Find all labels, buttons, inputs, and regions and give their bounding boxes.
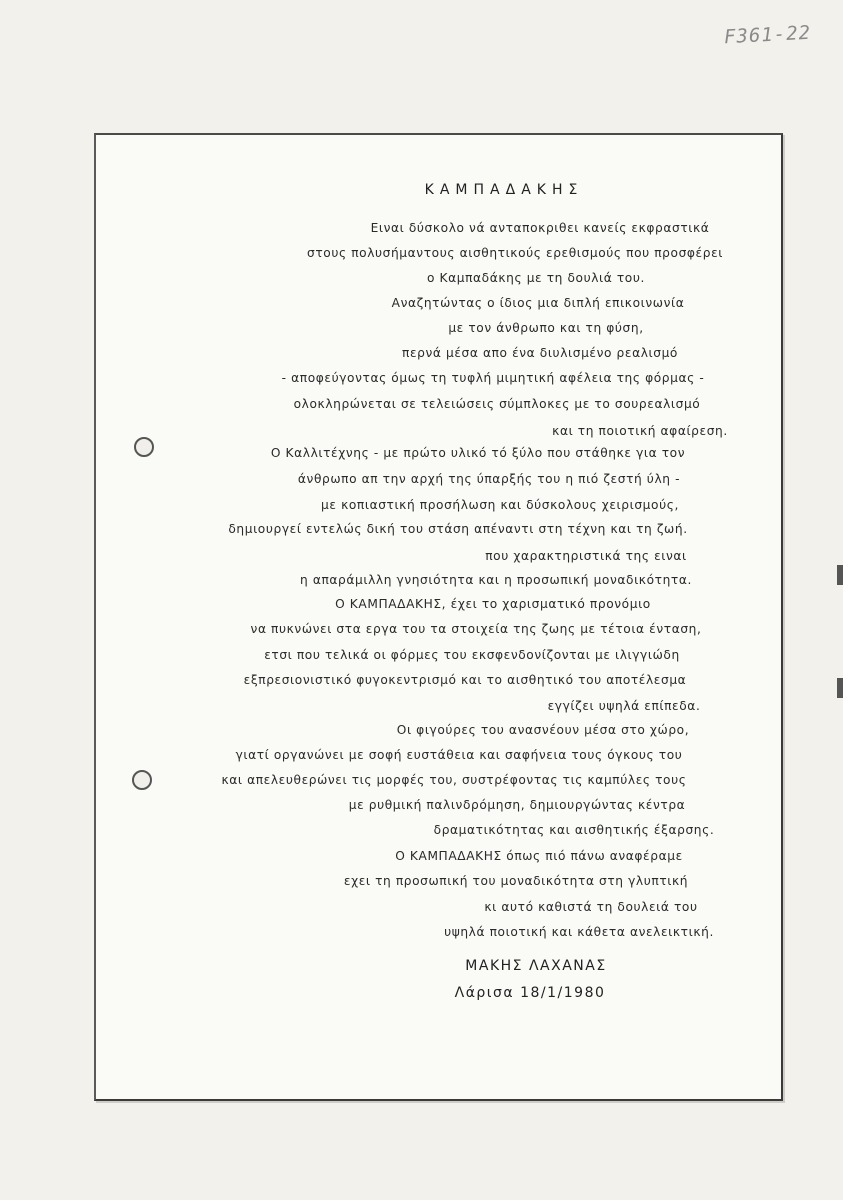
text-line: εχει τη προσωπική του μοναδικότητα στη γλυπτική <box>343 874 689 888</box>
text-line: περνά μέσα απο ένα διυλισμένο ρεαλισμό <box>402 346 678 360</box>
text-line: δραματικότητας και αισθητικής έξαρσης. <box>433 823 715 837</box>
text-line: που χαρακτηριστικά της ειναι <box>485 549 687 563</box>
text-line: Ο ΚΑΜΠΑΔΑΚΗΣ, έχει το χαρισματικό προνόμιο <box>335 597 651 611</box>
text-line: εξπρεσιονιστικό φυγοκεντρισμό και το αισθητικό του αποτέλεσμα <box>243 673 687 687</box>
text-line: Ειναι δύσκολο νά ανταποκριθει κανείς εκφραστικά <box>370 221 710 235</box>
text-line: στους πολυσήμαντους αισθητικούς ερεθισμούς που προσφέρει <box>307 246 723 260</box>
signature-name: ΜΑΚΗΣ ΛΑΧΑΝΑΣ <box>465 958 607 974</box>
text-line: υψηλά ποιοτική και κάθετα ανελεικτική. <box>444 925 714 939</box>
text-line: - αποφεύγοντας όμως τη τυφλή μιμητική αφέλεια της φόρμας - <box>281 371 705 385</box>
text-line: Αναζητώντας ο ίδιος μια διπλή επικοινωνία <box>391 296 685 310</box>
signature-place-date: Λάρισα 18/1/1980 <box>454 985 606 1001</box>
text-line: κι αυτό καθιστά τη δουλειά του <box>484 900 698 914</box>
text-line: Ο Καλλιτέχνης - με πρώτο υλικό τό ξύλο που στάθηκε για τον <box>270 446 686 460</box>
punch-hole-top <box>134 437 154 457</box>
text-line: και τη ποιοτική αφαίρεση. <box>552 424 728 438</box>
edge-mark <box>837 565 843 585</box>
punch-hole-bottom <box>132 770 152 790</box>
text-line: άνθρωπο απ την αρχή της ύπαρξής του η πιό ζεστή ύλη - <box>297 472 681 486</box>
edge-mark <box>837 678 843 698</box>
text-line: η απαράμιλλη γνησιότητα και η προσωπική μοναδικότητα. <box>300 573 692 587</box>
text-line: ολοκληρώνεται σε τελειώσεις σύμπλοκες με το σουρεαλισμό <box>293 397 701 411</box>
text-line: Ο ΚΑΜΠΑΔΑΚΗΣ όπως πιό πάνω αναφέραμε <box>395 849 683 863</box>
text-line: ο Καμπαδάκης με τη δουλιά του. <box>427 271 645 285</box>
document-title: ΚΑΜΠΑΔΑΚΗΣ <box>424 182 584 198</box>
text-line: με ρυθμική παλινδρόμηση, δημιουργώντας κέντρα <box>348 798 686 812</box>
text-line: ετσι που τελικά οι φόρμες του εκσφενδονίζονται με ιλιγγιώδη <box>264 648 680 662</box>
text-line: με τον άνθρωπο και τη φύση, <box>448 321 644 335</box>
archive-code: F361-22 <box>723 21 812 49</box>
text-line: και απελευθερώνει τις μορφές του, συστρέφοντας τις καμπύλες τους <box>221 773 687 787</box>
text-line: να πυκνώνει στα εργα του τα στοιχεία της ζωης με τέτοια ένταση, <box>250 622 702 636</box>
text-line: με κοπιαστική προσήλωση και δύσκολους χειρισμούς, <box>321 498 679 512</box>
text-line: εγγίζει υψηλά επίπεδα. <box>547 699 701 713</box>
text-line: γιατί οργανώνει με σοφή ευστάθεια και σαφήνεια τους όγκους του <box>235 748 683 762</box>
text-line: Οι φιγούρες του ανασνέουν μέσα στο χώρο, <box>396 723 690 737</box>
text-line: δημιουργεί εντελώς δική του στάση απέναντι στη τέχνη και τη ζωή. <box>228 522 688 536</box>
